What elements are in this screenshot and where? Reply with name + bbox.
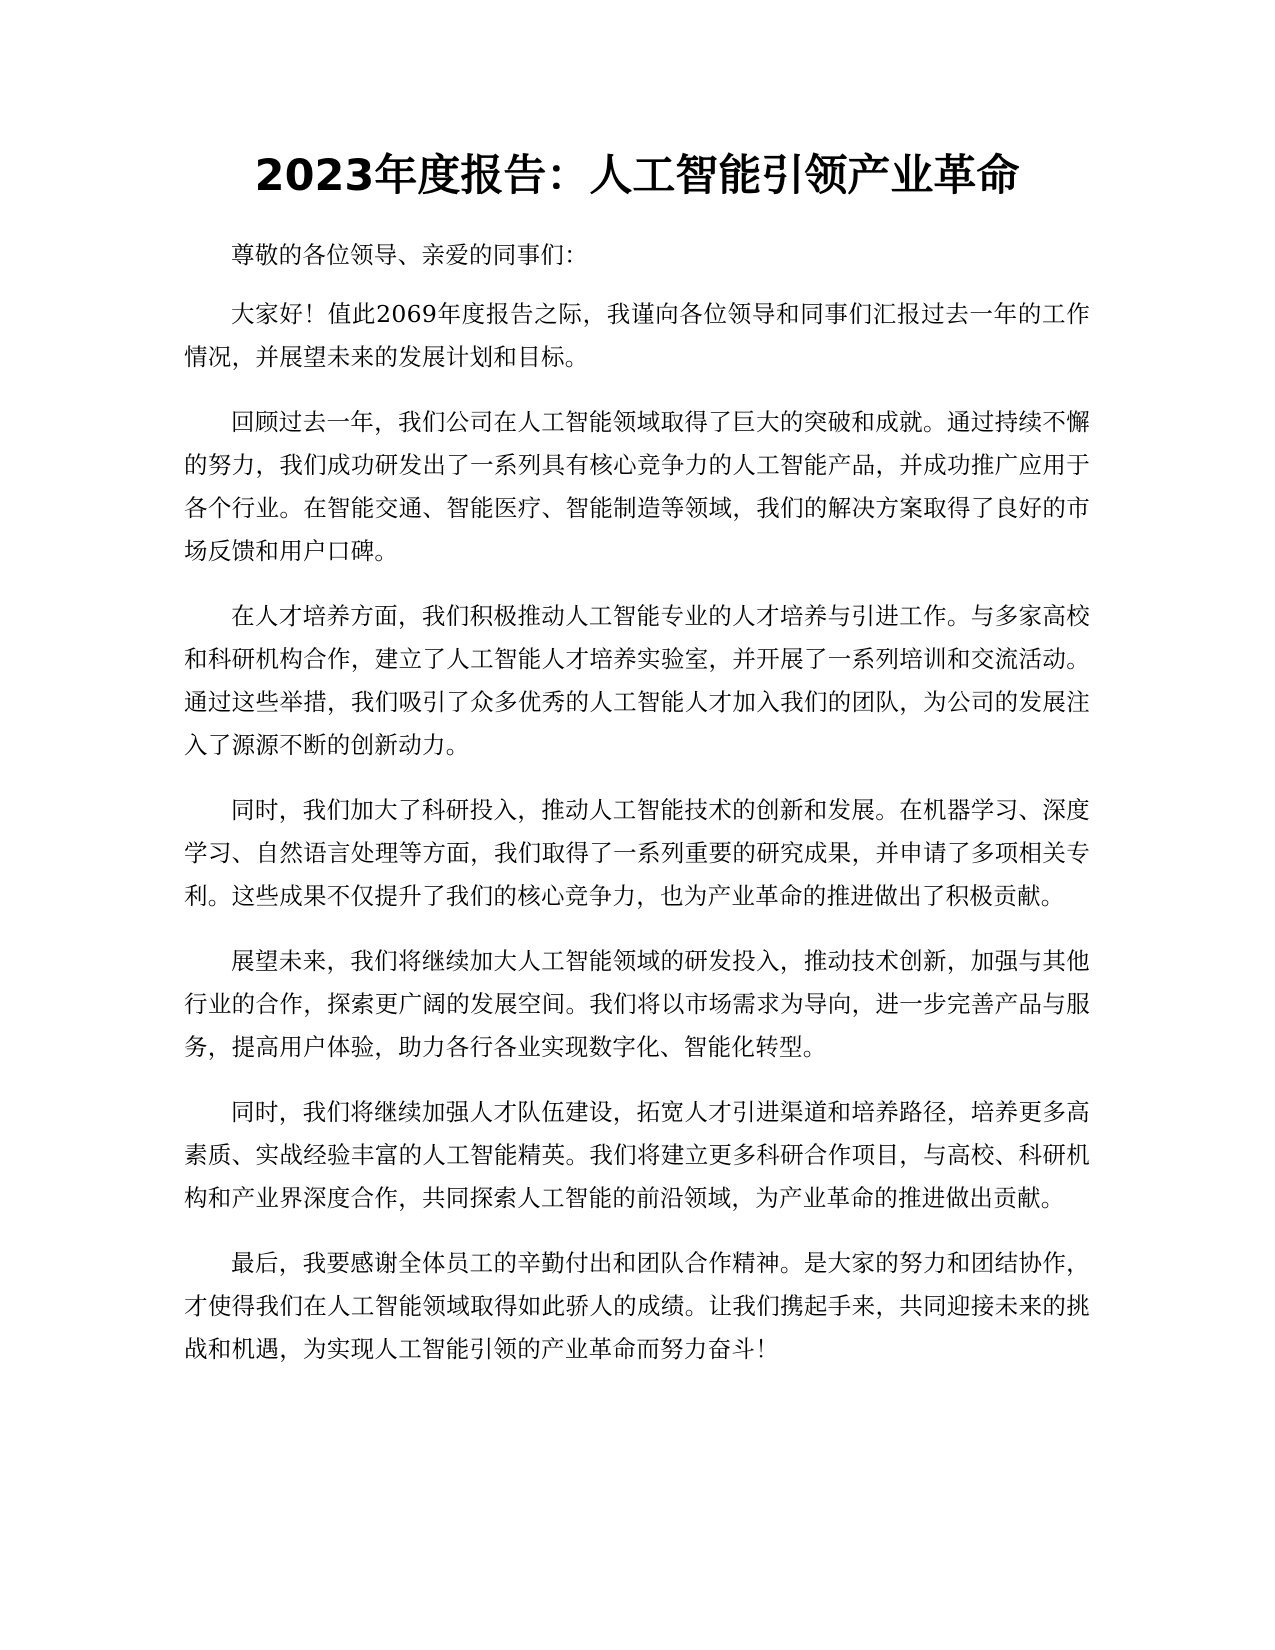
body-paragraph: 最后，我要感谢全体员工的辛勤付出和团队合作精神。是大家的努力和团结协作，才使得我们在人工智能领域取得如此骄人的成绩。让我们携起手来，共同迎接未来的挑战和机遇，为实现人工智能引领的产业革命而努力奋斗！ [184,1249,1090,1363]
body-paragraph: 展望未来，我们将继续加大人工智能领域的研发投入，推动技术创新，加强与其他行业的合作，探索更广阔的发展空间。我们将以市场需求为导向，进一步完善产品与服务，提高用户体验，助力各行各业实现数字化、智能化转型。 [184,947,1090,1061]
greeting-paragraph: 尊敬的各位领导、亲爱的同事们： [231,241,588,269]
body-paragraph: 同时，我们加大了科研投入，推动人工智能技术的创新和发展。在机器学习、深度学习、自然语言处理等方面，我们取得了一系列重要的研究成果，并申请了多项相关专利。这些成果不仅提升了我们的核心竞争力，也为产业革命的推进做出了积极贡献。 [184,796,1090,910]
body-paragraph: 同时，我们将继续加强人才队伍建设，拓宽人才引进渠道和培养路径，培养更多高素质、实战经验丰富的人工智能精英。我们将建立更多科研合作项目，与高校、科研机构和产业界深度合作，共同探索人工智能的前沿领域，为产业革命的推进做出贡献。 [184,1098,1090,1212]
body-paragraph: 回顾过去一年，我们公司在人工智能领域取得了巨大的突破和成就。通过持续不懈的努力，我们成功研发出了一系列具有核心竞争力的人工智能产品，并成功推广应用于各个行业。在智能交通、智能医疗、智能制造等领域，我们的解决方案取得了良好的市场反馈和用户口碑。 [184,408,1090,565]
body-paragraph: 在人才培养方面，我们积极推动人工智能专业的人才培养与引进工作。与多家高校和科研机构合作，建立了人工智能人才培养实验室，并开展了一系列培训和交流活动。通过这些举措，我们吸引了众多优秀的人工智能人才加入我们的团队，为公司的发展注入了源源不断的创新动力。 [184,602,1090,759]
body-paragraph: 大家好！值此2069年度报告之际，我谨向各位领导和同事们汇报过去一年的工作情况，并展望未来的发展计划和目标。 [184,300,1090,371]
document-title: 2023年度报告：人工智能引领产业革命 [254,151,1020,201]
document-page [184,146,1090,1393]
